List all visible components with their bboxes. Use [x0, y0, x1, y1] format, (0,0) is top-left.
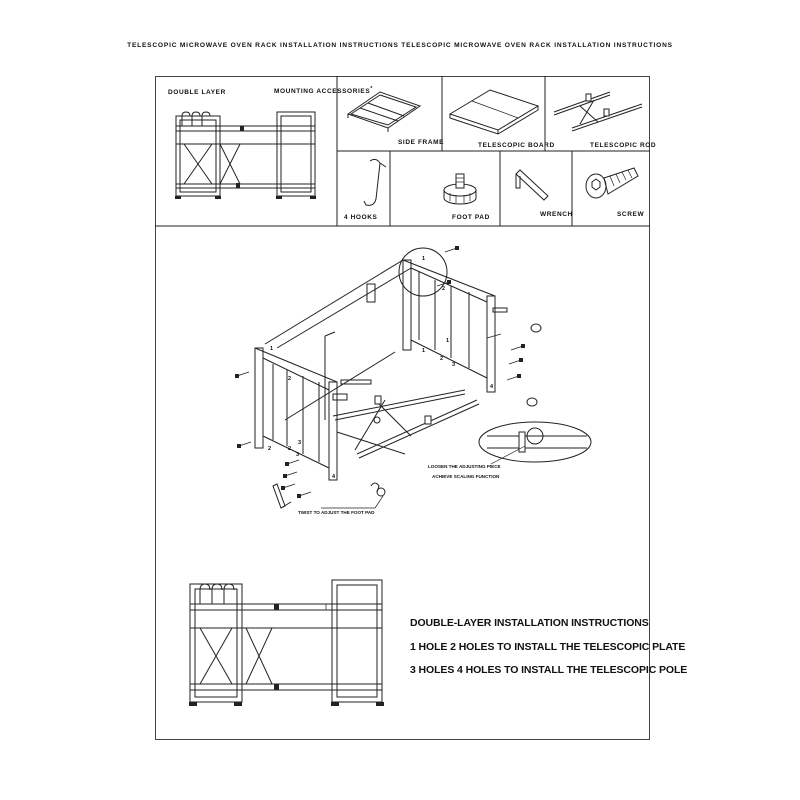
hole-number: 2	[288, 376, 292, 382]
hole-number: 4	[490, 384, 494, 390]
foot-pad-label: FOOT PAD	[452, 214, 490, 221]
hole-number: 2	[442, 286, 446, 292]
document-title: TELESCOPIC MICROWAVE OVEN RACK INSTALLATION INSTRUCTIONS TELESCOPIC MICROWAVE OVEN RACK INSTALLATION INSTRUCTIONS	[127, 42, 673, 49]
hole-number: 1	[446, 338, 450, 344]
telescopic-rod-illustration	[550, 84, 650, 144]
screw-label: SCREW	[617, 211, 645, 218]
assembled-rack-illustration	[186, 578, 396, 708]
hole-number: 3	[298, 440, 302, 446]
loosen-note: LOOSEN THE ADJUSTING PIECE	[428, 464, 501, 469]
hook-illustration	[356, 155, 396, 215]
hole-number: 1	[422, 348, 426, 354]
telescopic-board-illustration	[444, 84, 544, 144]
hole-number: 3	[296, 452, 300, 458]
hooks-label: 4 HOOKS	[344, 214, 378, 221]
instructions-heading: DOUBLE-LAYER INSTALLATION INSTRUCTIONS	[410, 617, 649, 629]
side-frame-illustration	[340, 84, 440, 144]
screw-illustration	[580, 160, 650, 210]
mounting-accessories-text: MOUNTING ACCESSORIES	[274, 88, 371, 96]
telescopic-rod-label: TELESCOPIC ROD	[590, 142, 657, 149]
double-layer-label: DOUBLE LAYER	[168, 89, 226, 96]
side-frame-label: SIDE FRAME	[398, 139, 445, 146]
scaling-note: ACHIEVE SCALING FUNCTION	[432, 474, 500, 479]
instruction-step-2: 3 HOLES 4 HOLES TO INSTALL THE TELESCOPIC POLE	[410, 664, 688, 676]
hole-number: 3	[452, 362, 456, 368]
foot-pad-illustration	[436, 168, 496, 218]
exploded-assembly-diagram	[225, 240, 645, 540]
hole-number: 4	[332, 474, 336, 480]
mounting-mark: *	[370, 86, 373, 92]
hole-number: 1	[270, 346, 274, 352]
wrench-label: WRENCH	[540, 211, 573, 218]
hole-number: 1	[422, 256, 426, 262]
hole-number: 2	[268, 446, 272, 452]
telescopic-board-label: TELESCOPIC BOARD	[478, 142, 555, 149]
twist-note: TWIST TO ADJUST THE FOOT PAD	[298, 510, 375, 515]
wrench-illustration	[510, 160, 560, 210]
instruction-step-1: 1 HOLE 2 HOLES TO INSTALL THE TELESCOPIC PLATE	[410, 641, 686, 653]
hole-number: 2	[288, 446, 292, 452]
hole-number: 2	[440, 356, 444, 362]
double-layer-rack-illustration	[170, 100, 330, 210]
